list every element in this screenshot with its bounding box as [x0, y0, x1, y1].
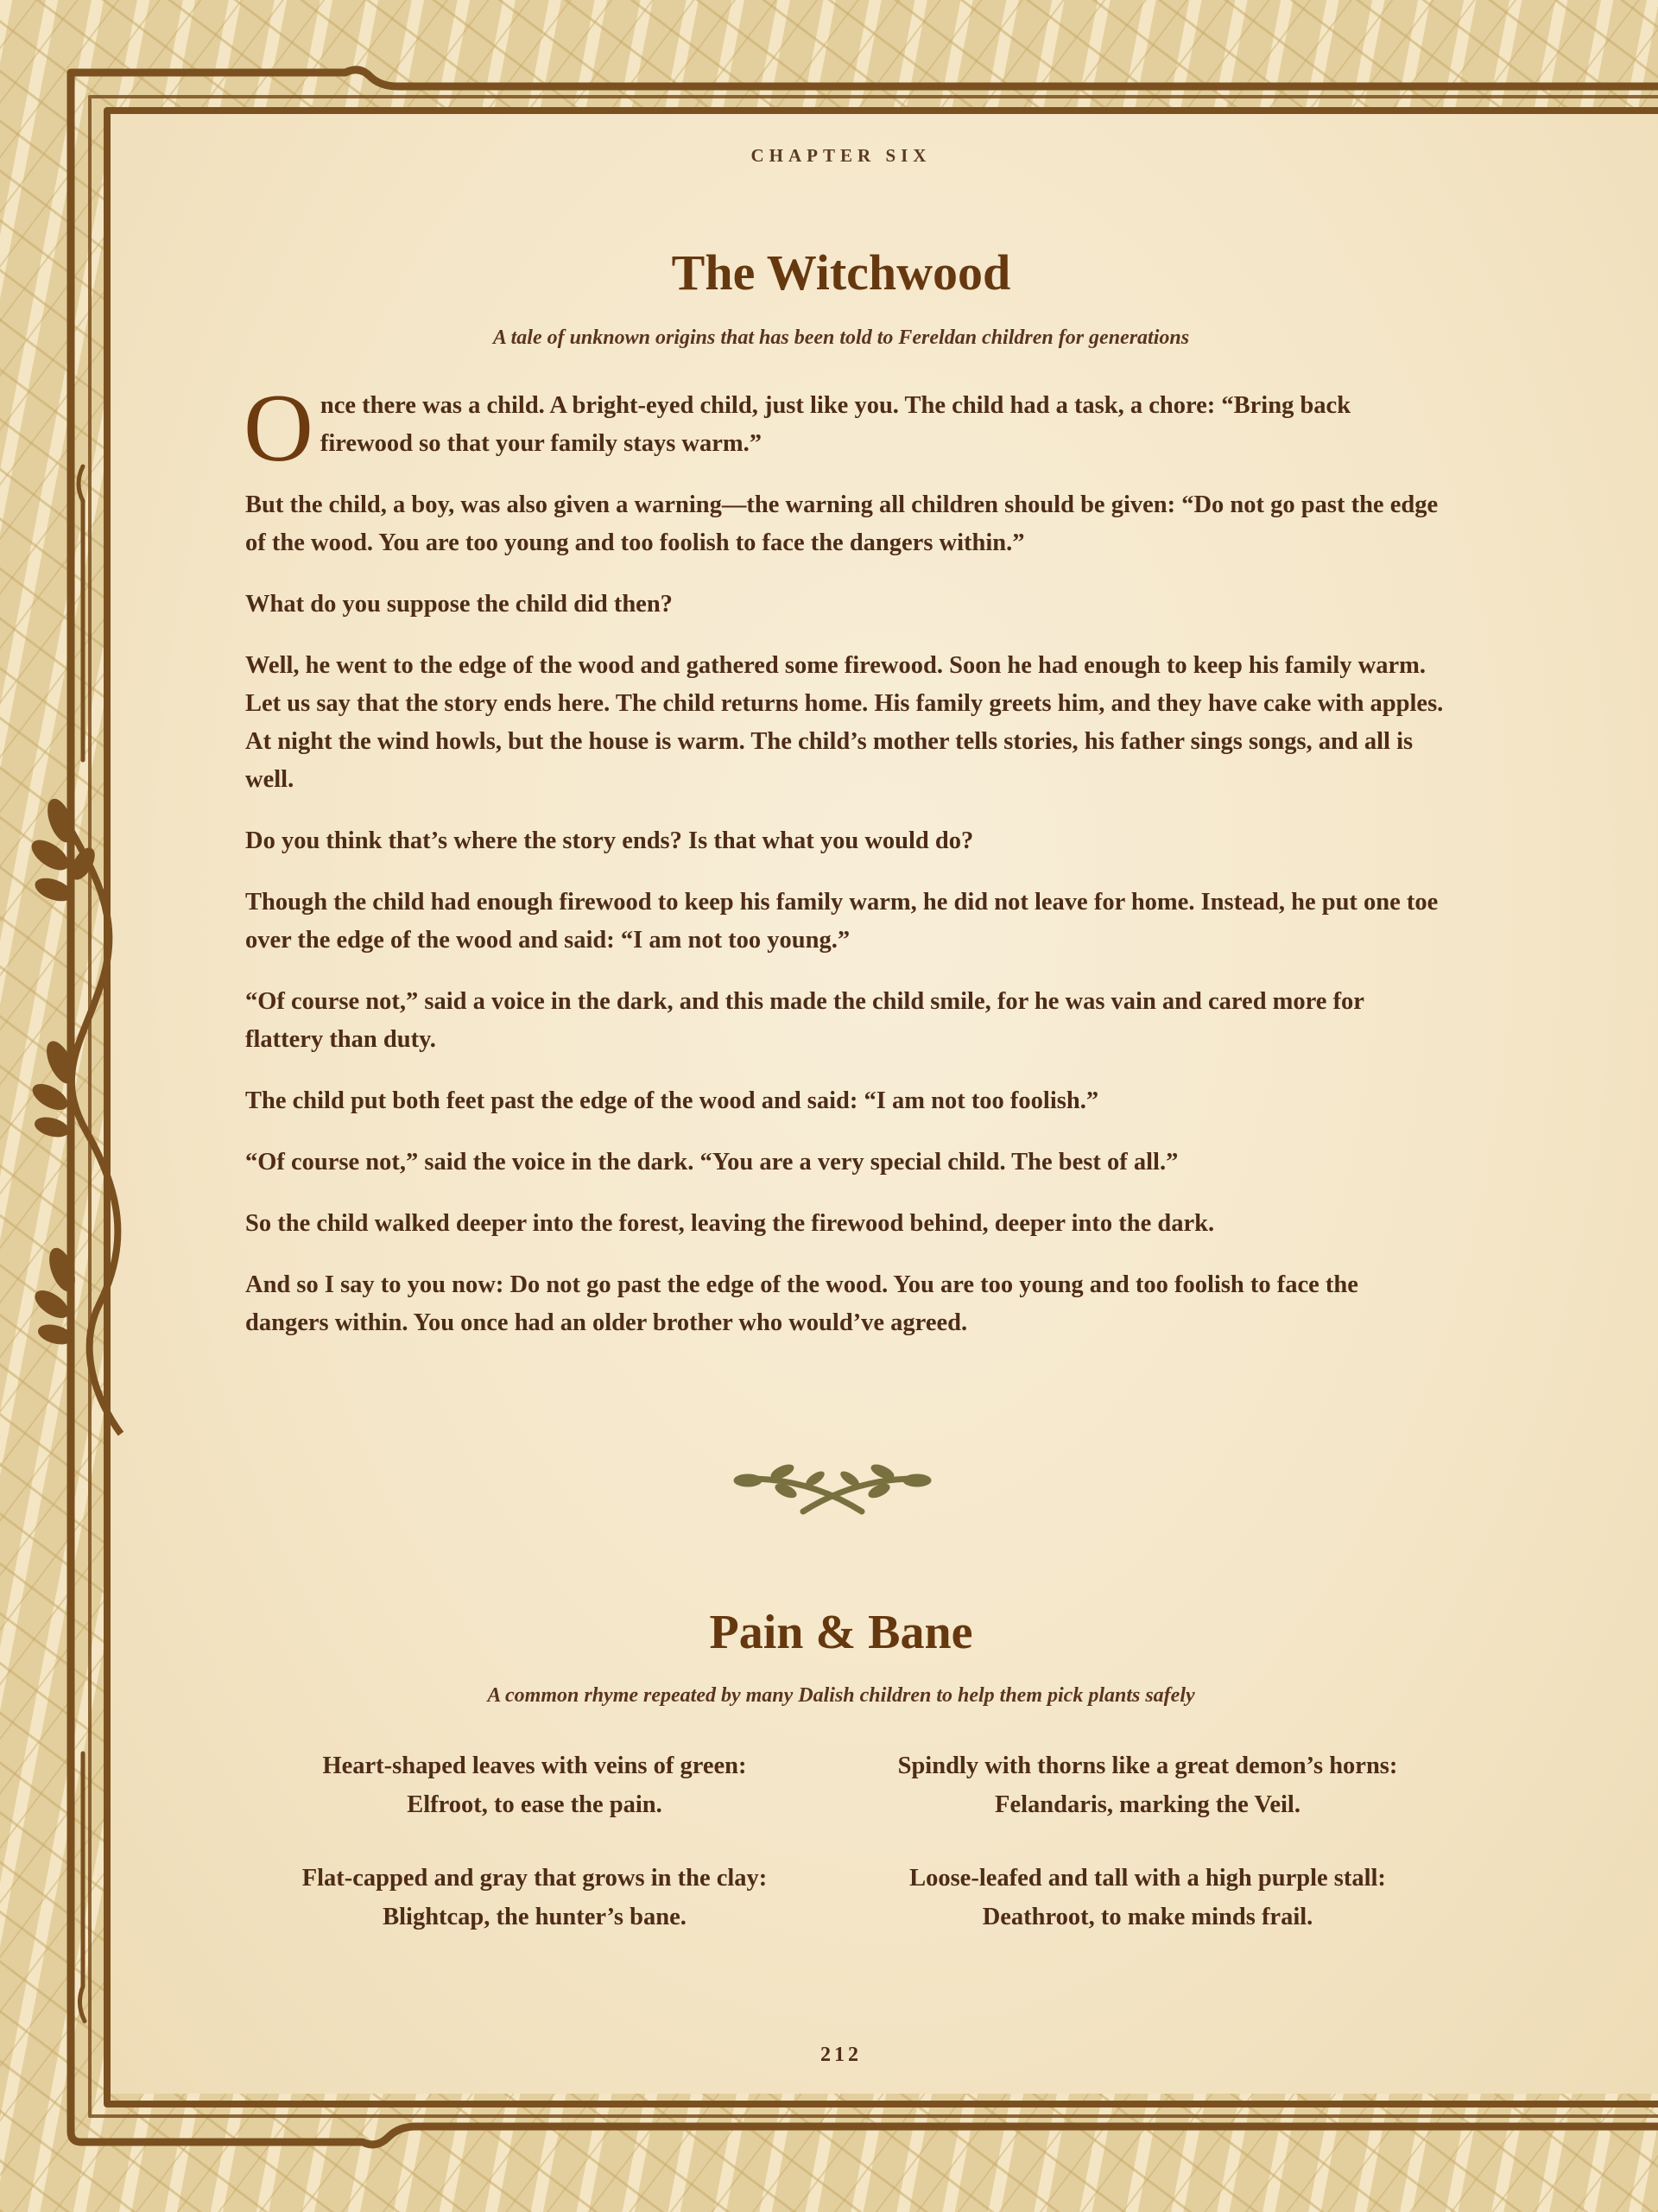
- story-paragraph: Do you think that’s where the story ends? Is that what you would do?: [245, 827, 974, 854]
- story-body: [244, 375, 1446, 1366]
- story-paragraph: “Of course not,” said the voice in the dark. “You are a very special child. The best of all.”: [245, 1149, 1179, 1176]
- rhyme-verse: [245, 1859, 824, 1936]
- verse-line: Loose-leafed and tall with a high purple stall:: [909, 1865, 1386, 1892]
- verse-line: Blightcap, the hunter’s bane.: [383, 1904, 687, 1930]
- story-paragraph: And so I say to you now: Do not go past the edge of the wood. You are too young and too foolish to face the dangers within. You once had an older brother who would’ve agreed.: [245, 1271, 1358, 1336]
- crossed-sprigs-icon: [732, 1453, 933, 1520]
- story-subtitle: A tale of unknown origins that has been told to Fereldan children for generations: [492, 326, 1190, 349]
- rhyme-verses: [245, 1746, 1437, 1936]
- verse-line: Felandaris, marking the Veil.: [995, 1791, 1300, 1818]
- story-paragraph: But the child, a boy, was also given a warning—the warning all children should be given: “Do not go past the edge of the wood. You are too young and too foolish to face the dangers within.”: [245, 491, 1439, 556]
- story-paragraph: What do you suppose the child did then?: [245, 591, 673, 618]
- story-paragraph: [244, 375, 1446, 482]
- verse-line: Spindly with thorns like a great demon’s horns:: [897, 1752, 1398, 1779]
- story-paragraph: Though the child had enough firewood to keep his family warm, he did not leave for home. Instead, he put one toe over the edge of the wood and said: “I am not too young.”: [245, 889, 1439, 954]
- verse-line: Deathroot, to make minds frail.: [982, 1904, 1313, 1930]
- chapter-label: CHAPTER SIX: [750, 145, 932, 166]
- page-number: 212: [820, 2044, 862, 2066]
- rhyme-verse: [245, 1746, 824, 1824]
- rhyme-verse: [858, 1859, 1437, 1936]
- rhyme-verse: [858, 1746, 1437, 1824]
- verse-line: Elfroot, to ease the pain.: [407, 1791, 662, 1818]
- first-paragraph-text: nce there was a child. A bright-eyed child, just like you. The child had a task, a chore: “Bring back firewood so that your family stays warm.”: [320, 392, 1351, 457]
- verse-line: Heart-shaped leaves with veins of green:: [322, 1752, 747, 1779]
- story-title: The Witchwood: [671, 244, 1011, 301]
- rhyme-subtitle: A common rhyme repeated by many Dalish children to help them pick plants safely: [487, 1684, 1195, 1707]
- story-paragraph: The child put both feet past the edge of the wood and said: “I am not too foolish.”: [245, 1087, 1099, 1114]
- story-paragraph: Well, he went to the edge of the wood and gathered some firewood. Soon he had enough to keep his family warm. Let us say that the story ends here. The child returns home. His family greets him, and they have cake with apples. At night the wind howls, but the house is warm. The child’s mother tells stories, his father sings songs, and all is well.: [245, 652, 1444, 793]
- story-paragraph: “Of course not,” said a voice in the dark, and this made the child smile, for he was vain and cared more for flattery than duty.: [245, 988, 1364, 1053]
- verse-line: Flat-capped and gray that grows in the clay:: [301, 1865, 768, 1892]
- rhyme-title: Pain & Bane: [709, 1606, 973, 1659]
- drop-cap: O: [244, 375, 313, 482]
- story-paragraph: So the child walked deeper into the forest, leaving the firewood behind, deeper into the dark.: [245, 1210, 1215, 1237]
